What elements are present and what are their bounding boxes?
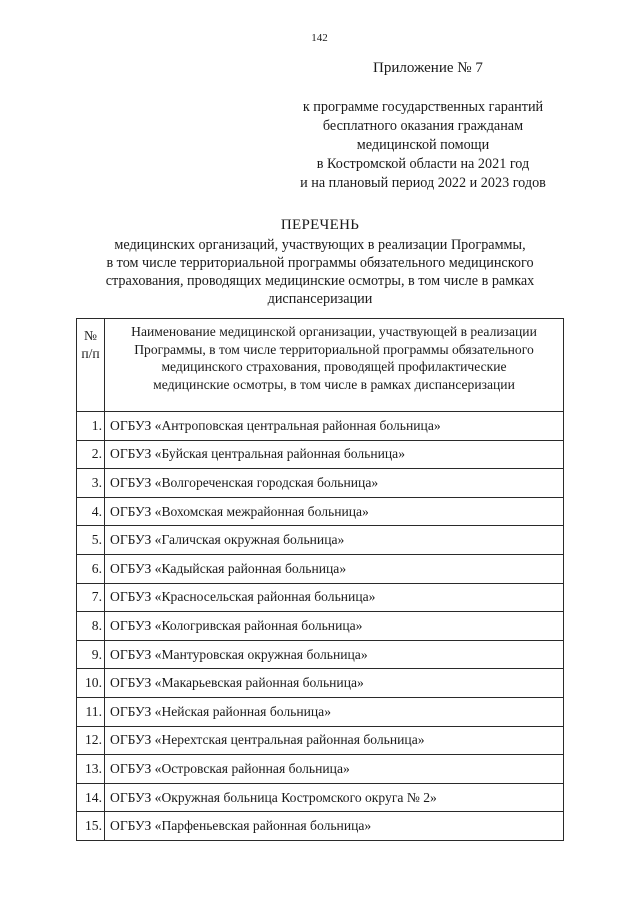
row-number: 14. xyxy=(77,783,105,812)
table-row xyxy=(77,412,564,441)
appendix-reference-line: медицинской помощи xyxy=(356,137,490,153)
column-header-number xyxy=(77,319,105,412)
column-header-name-line: медицинские осмотры, в том числе в рамках диспансеризации xyxy=(153,376,515,392)
table-row xyxy=(77,783,564,812)
row-number: 8. xyxy=(77,612,105,641)
column-header-name xyxy=(105,319,564,412)
column-header-name-line: Наименование медицинской организации, участвующей в реализации xyxy=(131,324,537,339)
row-number: 3. xyxy=(77,469,105,498)
row-number: 1. xyxy=(77,412,105,441)
row-number: 6. xyxy=(77,554,105,583)
document-subtitle-line: страхования, проводящих медицинские осмотры, в том числе в рамках xyxy=(105,273,535,289)
table-row xyxy=(77,583,564,612)
organization-name: ОГБУЗ «Волгореченская городская больница» xyxy=(105,469,564,498)
row-number: 4. xyxy=(77,497,105,526)
organization-name: ОГБУЗ «Вохомская межрайонная больница» xyxy=(105,497,564,526)
column-header-name-line: медицинского страхования, проводящей профилактические xyxy=(161,359,507,374)
table-row xyxy=(77,469,564,498)
row-number: 12. xyxy=(77,726,105,755)
table-row xyxy=(77,726,564,755)
organization-name: ОГБУЗ «Галичская окружная больница» xyxy=(105,526,564,555)
organization-name: ОГБУЗ «Буйская центральная районная больница» xyxy=(105,440,564,469)
row-number: 15. xyxy=(77,812,105,841)
table-row xyxy=(77,526,564,555)
column-header-number-line: № xyxy=(84,328,97,343)
appendix-reference-line: бесплатного оказания гражданам xyxy=(322,118,524,134)
organization-name: ОГБУЗ «Мантуровская окружная больница» xyxy=(105,640,564,669)
table-row xyxy=(77,755,564,784)
organization-name: ОГБУЗ «Парфеньевская районная больница» xyxy=(105,812,564,841)
row-number: 9. xyxy=(77,640,105,669)
document-subtitle-line: диспансеризации xyxy=(267,291,373,307)
organization-name: ОГБУЗ «Кологривская районная больница» xyxy=(105,612,564,641)
row-number: 13. xyxy=(77,755,105,784)
document-subtitle-line: медицинских организаций, участвующих в реализации Программы, xyxy=(114,237,526,253)
row-number: 5. xyxy=(77,526,105,555)
appendix-reference-line: и на плановый период 2022 и 2023 годов xyxy=(300,175,546,191)
organization-name: ОГБУЗ «Красносельская районная больница» xyxy=(105,583,564,612)
organization-name: ОГБУЗ «Макарьевская районная больница» xyxy=(105,669,564,698)
organization-name: ОГБУЗ «Нейская районная больница» xyxy=(105,697,564,726)
table-row xyxy=(77,812,564,841)
appendix-title: Приложение № 7 xyxy=(373,60,483,76)
table-row xyxy=(77,669,564,698)
document-title: ПЕРЕЧЕНЬ xyxy=(280,217,360,233)
row-number: 10. xyxy=(77,669,105,698)
document-subtitle-line: в том числе территориальной программы обязательного медицинского xyxy=(106,255,534,271)
page-number: 142 xyxy=(311,32,328,44)
table-row xyxy=(77,554,564,583)
table-header-row xyxy=(77,319,564,412)
row-number: 11. xyxy=(77,697,105,726)
row-number: 7. xyxy=(77,583,105,612)
appendix-reference-line: к программе государственных гарантий xyxy=(302,99,544,115)
organization-name: ОГБУЗ «Островская районная больница» xyxy=(105,755,564,784)
table-row xyxy=(77,697,564,726)
organizations-table xyxy=(76,318,564,841)
organization-name: ОГБУЗ «Нерехтская центральная районная больница» xyxy=(105,726,564,755)
table-row xyxy=(77,612,564,641)
organization-name: ОГБУЗ «Кадыйская районная больница» xyxy=(105,554,564,583)
appendix-reference-line: в Костромской области на 2021 год xyxy=(316,156,530,172)
column-header-name-line: Программы, в том числе территориальной программы обязательного xyxy=(134,341,534,357)
table-row xyxy=(77,440,564,469)
column-header-number-line: п/п xyxy=(81,345,100,361)
table-row xyxy=(77,497,564,526)
appendix-reference xyxy=(288,98,558,193)
table-row xyxy=(77,640,564,669)
organization-name: ОГБУЗ «Окружная больница Костромского округа № 2» xyxy=(105,783,564,812)
organization-name: ОГБУЗ «Антроповская центральная районная больница» xyxy=(105,412,564,441)
document-subtitle xyxy=(70,236,570,308)
row-number: 2. xyxy=(77,440,105,469)
